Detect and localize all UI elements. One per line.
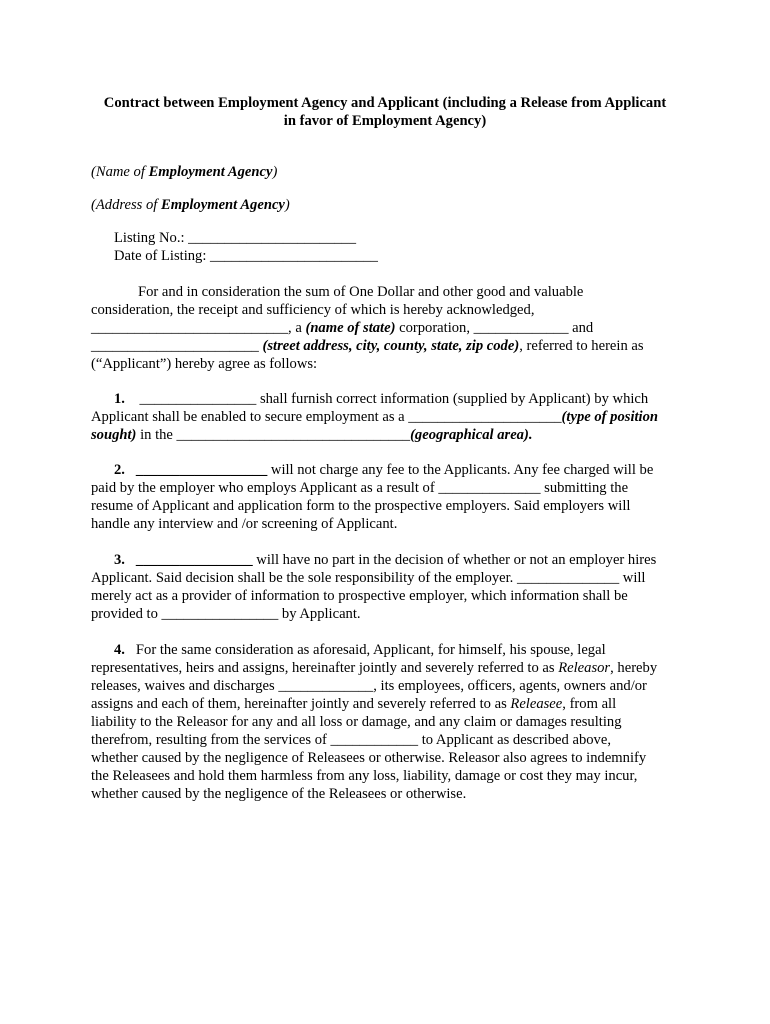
agency-name-emph: Employment Agency — [148, 164, 273, 180]
clause-text: will have no part in the decision of whether or not an employer hires — [252, 552, 657, 568]
clause-text: will not charge any fee to the Applicants. Any fee charged will be — [267, 462, 654, 478]
intro-line: consideration, the receipt and sufficiency of which is hereby acknowledged, — [91, 302, 535, 318]
clause-line — [91, 695, 691, 713]
clause-line: Applicant. Said decision shall be the sole responsibility of the employer. ______________ will — [91, 570, 646, 586]
intro-text: corporation, _____________ and — [395, 320, 594, 336]
clause-line: therefrom, resulting from the services of ____________ to Applicant as described above, — [91, 732, 611, 748]
clause-text: Applicant shall be enabled to secure employment as a _____________________ — [91, 409, 562, 425]
clause-text: representatives, heirs and assigns, hereinafter jointly and severely referred to as — [91, 660, 559, 676]
clause-line: handle any interview and /or screening of Applicant. — [91, 516, 398, 532]
title-line-2: in favor of Employment Agency) — [283, 113, 487, 129]
clause-3 — [91, 551, 691, 623]
agency-name-suffix: ) — [272, 164, 278, 180]
clause-line: whether caused by the negligence of the Releasees or otherwise. — [91, 786, 467, 802]
intro-line: (“Applicant”) hereby agree as follows: — [91, 356, 318, 372]
listing-date: Date of Listing: _______________________ — [114, 248, 378, 264]
clause-text: assigns and each of them, hereinafter jointly and severely referred to as — [91, 696, 511, 712]
agency-address-emph: Employment Agency — [161, 197, 285, 213]
clause-line: merely act as a provider of information to prospective employer, which information shall be — [91, 588, 628, 604]
agency-address-suffix: ) — [284, 197, 290, 213]
clause-line — [91, 390, 691, 408]
address-placeholder: (street address, city, county, state, zip code) — [262, 338, 520, 354]
intro-line: For and in consideration the sum of One Dollar and other good and valuable — [138, 284, 584, 300]
clause-line: liability to the Releasor for any and all loss or damage, and any claim or damages resulting — [91, 714, 622, 730]
clause-line — [91, 408, 691, 426]
clause-line: whether caused by the negligence of Releasees or otherwise. Releasor also agrees to indemnify — [91, 750, 647, 766]
position-placeholder-end: sought) — [91, 427, 137, 443]
clause-number: 3. — [114, 552, 125, 568]
clause-line: releases, waives and discharges _____________, its employees, officers, agents, owners and/or — [91, 678, 647, 694]
clause-number: 1. — [114, 391, 125, 407]
clause-line — [91, 426, 691, 444]
clause-number: 4. — [114, 642, 125, 658]
clause-text: , hereby — [610, 660, 658, 676]
clause-text: in the ________________________________ — [136, 427, 411, 443]
intro-line — [91, 337, 691, 355]
clause-text: , from all — [562, 696, 617, 712]
clause-line — [91, 659, 691, 677]
agency-name-line — [91, 163, 277, 181]
clause-text: For the same consideration as aforesaid, Applicant, for himself, his spouse, legal — [135, 642, 606, 658]
clause-line — [91, 461, 691, 479]
clause-1 — [91, 390, 691, 444]
position-placeholder: (type of position — [561, 409, 659, 425]
clause-line: provided to ________________ by Applicant. — [91, 606, 361, 622]
listing-number: Listing No.: _______________________ — [114, 230, 357, 246]
document-title — [88, 94, 682, 130]
state-placeholder: (name of state) — [305, 320, 396, 336]
intro-line — [91, 319, 691, 337]
clause-line — [91, 551, 691, 569]
releasee-term: Releasee — [510, 696, 563, 712]
clause-4 — [91, 641, 691, 803]
releasor-term: Releasor — [558, 660, 611, 676]
intro-text: _______________________ — [91, 338, 263, 354]
clause-line — [91, 641, 691, 659]
agency-name-prefix: (Name of — [91, 164, 149, 180]
intro-text: , referred to herein as — [519, 338, 644, 354]
area-placeholder: (geographical area). — [410, 427, 533, 443]
clause-line: the Releasees and hold them harmless from any loss, liability, damage or cost they may incur, — [91, 768, 638, 784]
title-line-1: Contract between Employment Agency and Applicant (including a Release from Applicant — [103, 95, 667, 111]
clause-blank: __________________ — [135, 462, 268, 478]
intro-text: ___________________________, a — [91, 320, 306, 336]
agency-address-prefix: (Address of — [91, 197, 161, 213]
clause-blank: ________________ — [135, 552, 253, 568]
intro-paragraph — [91, 283, 691, 373]
clause-2 — [91, 461, 691, 533]
clause-text: ________________ shall furnish correct information (supplied by Applicant) by which — [139, 391, 649, 407]
clause-line: resume of Applicant and application form to the prospective employers. Said employers will — [91, 498, 631, 514]
clause-number: 2. — [114, 462, 125, 478]
agency-address-line — [91, 196, 290, 214]
clause-line: paid by the employer who employs Applicant as a result of ______________ submitting the — [91, 480, 629, 496]
